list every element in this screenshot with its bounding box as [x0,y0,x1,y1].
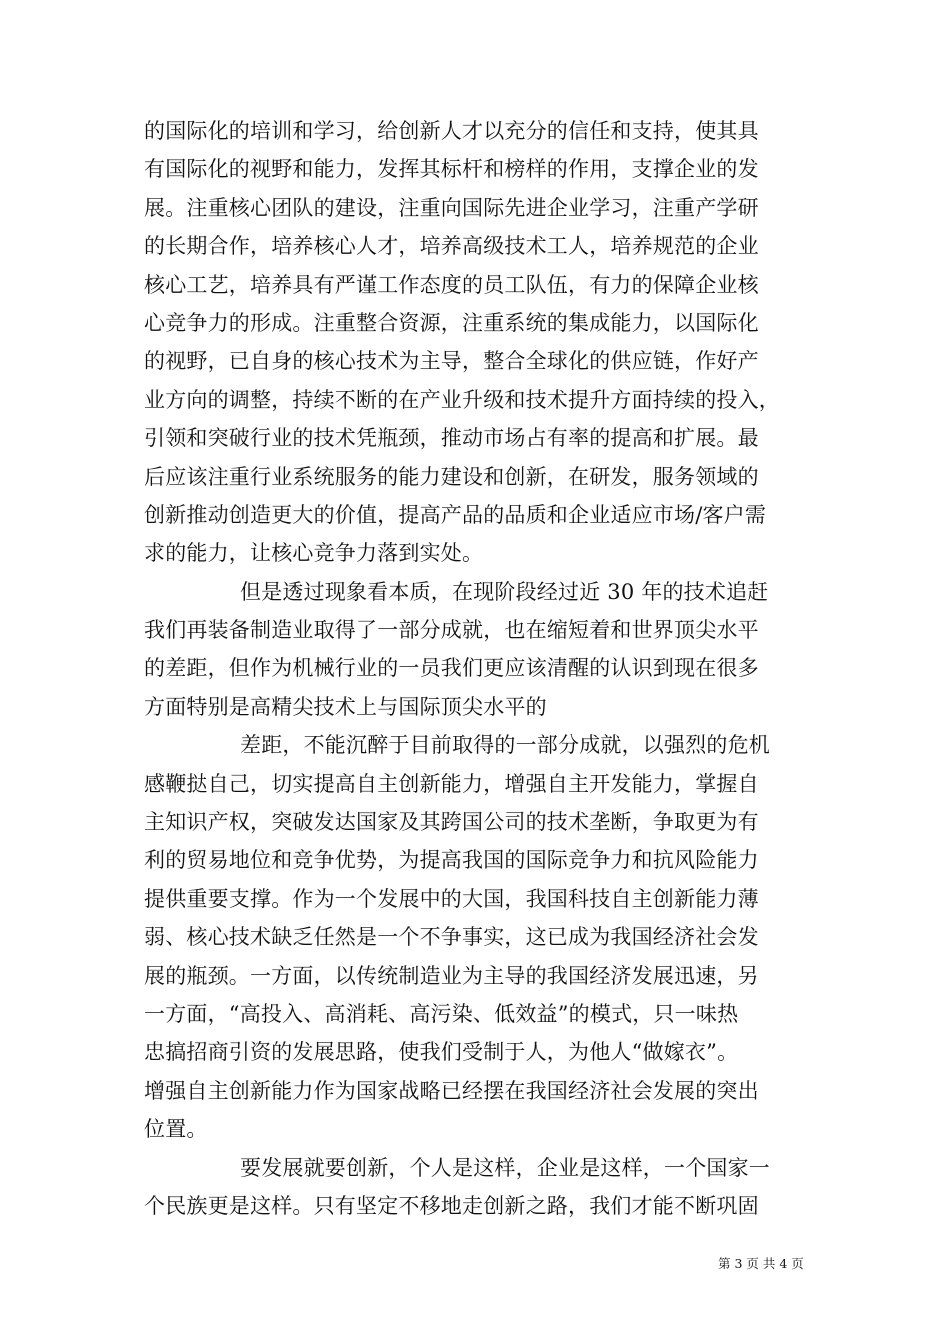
text-line: 方面特别是高精尖技术上与国际顶尖水平的 [144,694,547,719]
paragraph-start-line: 但是透过现象看本质，在现阶段经过近 30 年的技术追赶 [240,579,769,604]
text-line: 忠搞招商引资的发展思路，使我们受制于人，为他人“做嫁衣”。 [144,1040,739,1065]
text-line: 有国际化的视野和能力，发挥其标杆和榜样的作用，支撑企业的发 [144,157,759,182]
text-line: 的视野，已自身的核心技术为主导，整合全球化的供应链，作好产 [144,349,759,374]
text-line: 一方面，“高投入、高消耗、高污染、低效益”的模式，只一味热 [144,1001,739,1026]
text-line: 的差距，但作为机械行业的一员我们更应该清醒的认识到现在很多 [144,656,759,681]
text-line: 核心工艺，培养具有严谨工作态度的员工队伍，有力的保障企业核 [144,272,759,297]
text-line: 弱、核心技术缺乏任然是一个不争事实，这已成为我国经济社会发 [144,925,759,950]
text-line: 展。注重核心团队的建设，注重向国际先进企业学习，注重产学研 [144,195,759,220]
text-line: 位置。 [144,1117,208,1142]
paragraph-start-line: 差距，不能沉醉于目前取得的一部分成就，以强烈的危机 [240,733,770,758]
body-text [144,112,824,1225]
text-line: 创新推动创造更大的价值，提高产品的品质和企业适应市场/客户需 [144,502,767,527]
text-line: 引领和突破行业的技术凭瓶颈，推动市场占有率的提高和扩展。最 [144,426,759,451]
text-line: 利的贸易地位和竞争优势，为提高我国的国际竞争力和抗风险能力 [144,848,759,873]
text-line: 的长期合作，培养核心人才，培养高级技术工人，培养规范的企业 [144,234,759,259]
text-line: 感鞭挞自己，切实提高自主创新能力，增强自主开发能力，掌握自 [144,771,759,796]
text-line: 提供重要支撑。作为一个发展中的大国，我国科技自主创新能力薄 [144,886,759,911]
text-line: 展的瓶颈。一方面，以传统制造业为主导的我国经济发展迅速，另 [144,963,759,988]
text-line: 心竞争力的形成。注重整合资源，注重系统的集成能力，以国际化 [144,310,759,335]
text-line: 求的能力，让核心竞争力落到实处。 [144,541,484,566]
text-line: 我们再装备制造业取得了一部分成就，也在缩短着和世界顶尖水平 [144,618,759,643]
text-line: 增强自主创新能力作为国家战略已经摆在我国经济社会发展的突出 [144,1078,759,1103]
text-line: 后应该注重行业系统服务的能力建设和创新，在研发，服务领域的 [144,464,759,489]
text-line: 个民族更是这样。只有坚定不移地走创新之路，我们才能不断巩固 [144,1193,759,1218]
text-line: 的国际化的培训和学习，给创新人才以充分的信任和支持，使其具 [144,119,759,143]
paragraph-start-line: 要发展就要创新，个人是这样，企业是这样，一个国家一 [240,1155,770,1180]
text-line: 业方向的调整，持续不断的在产业升级和技术提升方面持续的投入， [144,387,780,412]
text-line: 主知识产权，突破发达国家及其跨国公司的技术垄断，争取更为有 [144,810,759,835]
page-number-footer: 第 3 页 共 4 页 [718,1256,804,1271]
